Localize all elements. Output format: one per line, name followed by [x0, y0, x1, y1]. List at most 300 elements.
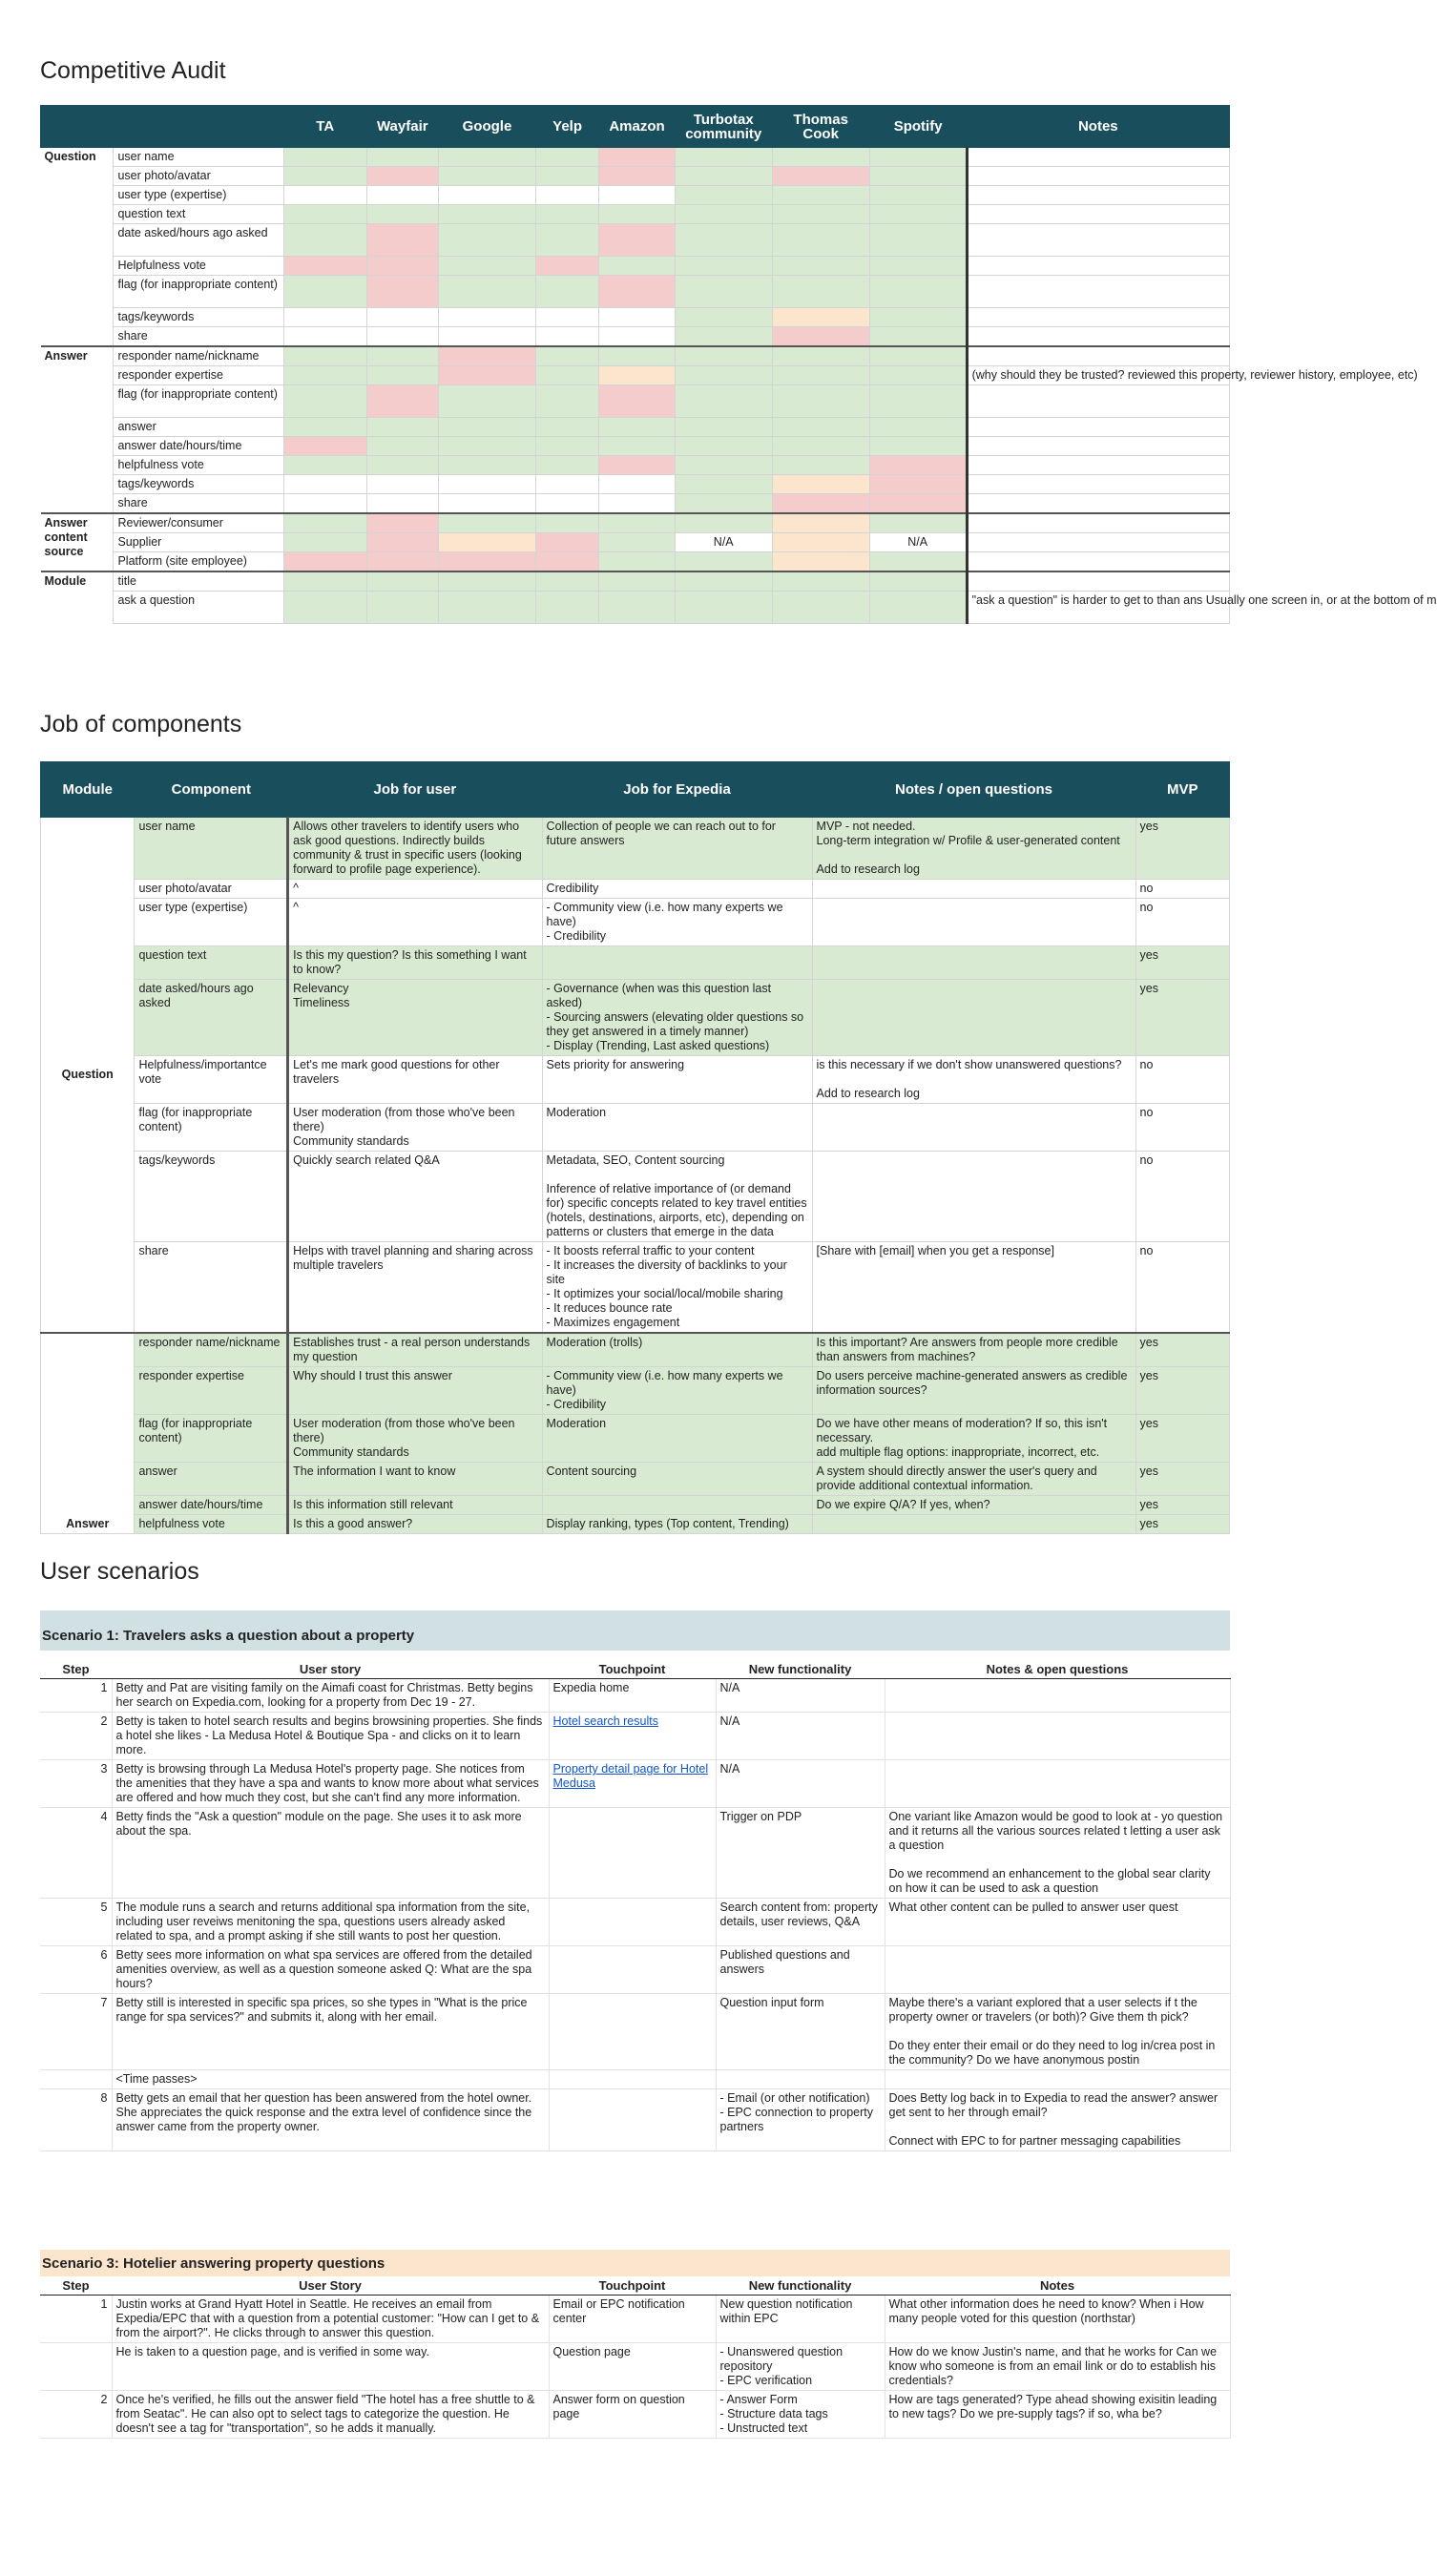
audit-row-item: responder name/nickname [114, 346, 283, 366]
audit-cell [675, 205, 772, 224]
jobs-cell-c: flag (for inappropriate content) [135, 1415, 288, 1463]
jobs-column-header: Job for Expedia [542, 762, 812, 818]
audit-row [41, 437, 1230, 456]
audit-cell [366, 418, 438, 437]
audit-cell [675, 308, 772, 327]
jobs-cell-c: responder name/nickname [135, 1333, 288, 1367]
audit-cell [283, 456, 366, 475]
jobs-cell-n [812, 1104, 1135, 1152]
audit-cell [772, 513, 869, 533]
s1-row [40, 1946, 1230, 1994]
audit-cell [366, 257, 438, 276]
new-functionality: - Answer Form - Structure data tags - Unstructed text [716, 2391, 885, 2439]
audit-cell [772, 224, 869, 257]
jobs-cell-u: Is this a good answer? [288, 1515, 542, 1534]
audit-cell [869, 366, 967, 385]
user-story: Once he's verified, he fills out the answer field "The hotel has a free shuttle to & from Seatac". He can also opt to select tags to categorize the question. He doesn't see a tag for "transportation", so he adds it manually. [112, 2391, 549, 2439]
audit-cell [869, 276, 967, 308]
jobs-column-header: Module [41, 762, 135, 818]
jobs-cell-u: User moderation (from those who've been there) Community standards [288, 1415, 542, 1463]
audit-row-item: user type (expertise) [114, 186, 283, 205]
audit-cell [283, 418, 366, 437]
audit-cell [772, 308, 869, 327]
jobs-cell-e [542, 1496, 812, 1515]
jobs-cell-m: no [1135, 1152, 1230, 1242]
audit-cell [772, 257, 869, 276]
audit-cell [283, 437, 366, 456]
s1-row [40, 1808, 1230, 1899]
audit-cell [366, 327, 438, 347]
audit-cell: N/A [869, 533, 967, 552]
audit-row-item: responder expertise [114, 366, 283, 385]
s3-column-header: Step [40, 2276, 112, 2296]
audit-cell [599, 592, 676, 624]
audit-cell [772, 327, 869, 347]
audit-cell [869, 552, 967, 572]
jobs-column-header: Job for user [288, 762, 542, 818]
user-story: Betty is taken to hotel search results and begins browsining properties. She finds a hotel she likes - La Medusa Hotel & Boutique Spa - and clicks on it to learn more. [112, 1713, 549, 1760]
audit-cell [535, 148, 598, 167]
jobs-cell-u: Establishes trust - a real person understands my question [288, 1333, 542, 1367]
jobs-cell-m: yes [1135, 1496, 1230, 1515]
jobs-cell-e: - Community view (i.e. how many experts we have) - Credibility [542, 1367, 812, 1415]
new-functionality: New question notification within EPC [716, 2296, 885, 2343]
new-functionality: Trigger on PDP [716, 1808, 885, 1899]
audit-cell [675, 513, 772, 533]
audit-cell [366, 224, 438, 257]
audit-cell [283, 571, 366, 592]
audit-cell [366, 346, 438, 366]
step-number: 7 [40, 1994, 112, 2070]
audit-row [41, 571, 1230, 592]
jobs-cell-n: Is this important? Are answers from people more credible than answers from machines? [812, 1333, 1135, 1367]
jobs-cell-n: Do we expire Q/A? If yes, when? [812, 1496, 1135, 1515]
jobs-table [40, 761, 1230, 1534]
jobs-row [41, 899, 1230, 946]
step-number: 1 [40, 1679, 112, 1713]
audit-cell [283, 592, 366, 624]
audit-cell [599, 552, 676, 572]
audit-note: "ask a question" is harder to get to than ans Usually one screen in, or at the bottom of m [967, 592, 1229, 624]
audit-row [41, 257, 1230, 276]
audit-cell [535, 308, 598, 327]
scenario-notes [885, 1713, 1230, 1760]
audit-header-row [41, 106, 1230, 148]
audit-cell [535, 437, 598, 456]
jobs-cell-c: helpfulness vote [135, 1515, 288, 1534]
audit-cell [283, 552, 366, 572]
jobs-row [41, 1104, 1230, 1152]
audit-cell [869, 186, 967, 205]
scenario-1-title: Scenario 1: Travelers asks a question about a property [40, 1610, 1230, 1651]
audit-cell [599, 148, 676, 167]
audit-note [967, 385, 1229, 418]
audit-cell [869, 513, 967, 533]
audit-cell [535, 186, 598, 205]
step-number: 2 [40, 1713, 112, 1760]
s1-column-header: Step [40, 1660, 112, 1679]
s1-row [40, 1679, 1230, 1713]
audit-cell [869, 205, 967, 224]
scenario-1-header-row [40, 1660, 1230, 1679]
jobs-cell-e [542, 946, 812, 980]
jobs-cell-n [812, 946, 1135, 980]
jobs-column-header: Notes / open questions [812, 762, 1135, 818]
audit-cell [869, 308, 967, 327]
s3-row [40, 2296, 1230, 2343]
jobs-cell-e: - It boosts referral traffic to your content - It increases the diversity of backlinks to your site - It optimizes your social/local/mobile sharing - It reduces bounce rate - Maximizes engagement [542, 1242, 812, 1334]
audit-note [967, 571, 1229, 592]
audit-note [967, 257, 1229, 276]
audit-cell [869, 592, 967, 624]
jobs-cell-e: Credibility [542, 880, 812, 899]
user-story: He is taken to a question page, and is verified in some way. [112, 2343, 549, 2391]
audit-note [967, 456, 1229, 475]
scenario-notes: What other content can be pulled to answer user quest [885, 1899, 1230, 1946]
audit-row [41, 418, 1230, 437]
audit-cell [675, 327, 772, 347]
audit-cell [599, 257, 676, 276]
audit-row [41, 456, 1230, 475]
audit-cell [535, 475, 598, 494]
audit-note: (why should they be trusted? reviewed this property, reviewer history, employee, etc) [967, 366, 1229, 385]
touchpoint [549, 1808, 716, 1899]
audit-cell [439, 205, 536, 224]
jobs-cell-m: no [1135, 1242, 1230, 1334]
scenario-notes [885, 1760, 1230, 1808]
touchpoint [549, 2089, 716, 2151]
audit-cell [869, 167, 967, 186]
user-story: The module runs a search and returns additional spa information from the site, including user reveiws menitoning the spa, questions users already asked related to spa, and a prompt asking if she still wants to post her question. [112, 1899, 549, 1946]
s3-column-header: New functionality [716, 2276, 885, 2296]
audit-cell [535, 346, 598, 366]
audit-cell [599, 494, 676, 514]
audit-cell [366, 437, 438, 456]
new-functionality: - Unanswered question repository - EPC verification [716, 2343, 885, 2391]
jobs-cell-n: Do we have other means of moderation? If so, this isn't necessary. add multiple flag options: inappropriate, incorrect, etc. [812, 1415, 1135, 1463]
audit-cell [772, 346, 869, 366]
audit-row [41, 308, 1230, 327]
jobs-header-row [41, 762, 1230, 818]
audit-cell [439, 224, 536, 257]
audit-cell [599, 308, 676, 327]
touchpoint-link[interactable]: Hotel search results [552, 1714, 658, 1728]
s3-column-header: Touchpoint [549, 2276, 716, 2296]
new-functionality: N/A [716, 1760, 885, 1808]
audit-cell [439, 475, 536, 494]
jobs-cell-u: ^ [288, 899, 542, 946]
jobs-module-answer: Answer [41, 1333, 135, 1534]
jobs-row [41, 1333, 1230, 1367]
audit-cell [772, 437, 869, 456]
audit-cell [535, 571, 598, 592]
audit-note [967, 224, 1229, 257]
audit-cell [283, 167, 366, 186]
audit-cell [366, 167, 438, 186]
jobs-row [41, 1152, 1230, 1242]
new-functionality: N/A [716, 1679, 885, 1713]
jobs-cell-c: user name [135, 818, 288, 880]
audit-note [967, 276, 1229, 308]
audit-cell [675, 475, 772, 494]
user-story: Betty finds the "Ask a question" module on the page. She uses it to ask more about the spa. [112, 1808, 549, 1899]
audit-cell [366, 456, 438, 475]
audit-cell [535, 552, 598, 572]
audit-cell [439, 308, 536, 327]
scenario-notes: One variant like Amazon would be good to look at - yo question and it returns all the various sources related t letting a user ask a question Do we recommend an enhancement to the global sear clarity on how it can be used to ask a question [885, 1808, 1230, 1899]
audit-cell [439, 437, 536, 456]
audit-row [41, 366, 1230, 385]
audit-row-item: flag (for inappropriate content) [114, 276, 283, 308]
jobs-cell-n: [Share with [email] when you get a response] [812, 1242, 1135, 1334]
audit-row [41, 385, 1230, 418]
audit-row [41, 276, 1230, 308]
jobs-cell-e: Display ranking, types (Top content, Trending) [542, 1515, 812, 1534]
jobs-cell-m: yes [1135, 818, 1230, 880]
audit-cell [439, 148, 536, 167]
audit-cell [439, 186, 536, 205]
jobs-cell-u: Is this information still relevant [288, 1496, 542, 1515]
audit-cell [535, 494, 598, 514]
audit-cell [869, 494, 967, 514]
audit-note [967, 205, 1229, 224]
audit-cell [283, 276, 366, 308]
audit-cell [439, 552, 536, 572]
audit-cell [439, 533, 536, 552]
audit-cell [535, 366, 598, 385]
audit-column-header: Thomas Cook [772, 106, 869, 148]
audit-row-item: answer date/hours/time [114, 437, 283, 456]
s1-column-header: Touchpoint [549, 1660, 716, 1679]
audit-cell [772, 205, 869, 224]
jobs-cell-u: Allows other travelers to identify users who ask good questions. Indirectly builds community & trust in specific users (looking forward to profile page experience). [288, 818, 542, 880]
jobs-cell-u: Quickly search related Q&A [288, 1152, 542, 1242]
jobs-cell-e: Content sourcing [542, 1463, 812, 1496]
s1-row [40, 2070, 1230, 2089]
scenario-notes [885, 1946, 1230, 1994]
touchpoint [549, 2070, 716, 2089]
audit-cell [535, 276, 598, 308]
audit-cell [772, 186, 869, 205]
audit-cell [599, 456, 676, 475]
audit-group-label: Module [41, 571, 114, 624]
jobs-cell-m: yes [1135, 980, 1230, 1056]
audit-cell [439, 346, 536, 366]
audit-cell [772, 592, 869, 624]
audit-cell [366, 571, 438, 592]
touchpoint [549, 1899, 716, 1946]
audit-row [41, 205, 1230, 224]
touchpoint: Answer form on question page [549, 2391, 716, 2439]
scenario-notes [885, 1679, 1230, 1713]
audit-row-item: date asked/hours ago asked [114, 224, 283, 257]
jobs-cell-c: responder expertise [135, 1367, 288, 1415]
jobs-cell-e: Moderation [542, 1415, 812, 1463]
audit-row-item: flag (for inappropriate content) [114, 385, 283, 418]
audit-row-item: title [114, 571, 283, 592]
audit-cell [772, 552, 869, 572]
s1-row [40, 1899, 1230, 1946]
audit-cell [439, 257, 536, 276]
audit-cell [283, 257, 366, 276]
jobs-cell-m: no [1135, 1056, 1230, 1104]
jobs-row [41, 1515, 1230, 1534]
audit-cell [869, 224, 967, 257]
jobs-cell-n [812, 899, 1135, 946]
audit-row-item: tags/keywords [114, 475, 283, 494]
s1-row [40, 2089, 1230, 2151]
audit-cell [599, 186, 676, 205]
audit-cell [599, 327, 676, 347]
audit-note [967, 552, 1229, 572]
step-number: 1 [40, 2296, 112, 2343]
audit-row-item: answer [114, 418, 283, 437]
audit-row [41, 346, 1230, 366]
audit-cell [283, 186, 366, 205]
audit-column-header: Google [439, 106, 536, 148]
jobs-cell-n: is this necessary if we don't show unanswered questions? Add to research log [812, 1056, 1135, 1104]
audit-row [41, 148, 1230, 167]
jobs-title: Job of components [40, 711, 242, 737]
audit-cell [439, 592, 536, 624]
audit-cell [869, 148, 967, 167]
jobs-cell-u: Relevancy Timeliness [288, 980, 542, 1056]
audit-cell [283, 366, 366, 385]
audit-row [41, 513, 1230, 533]
audit-cell [772, 494, 869, 514]
s1-row [40, 1994, 1230, 2070]
audit-header-blank [114, 106, 283, 148]
jobs-cell-u: Why should I trust this answer [288, 1367, 542, 1415]
touchpoint-link[interactable]: Property detail page for Hotel Medusa [552, 1762, 709, 1790]
jobs-cell-m: yes [1135, 1515, 1230, 1534]
audit-cell [535, 533, 598, 552]
audit-cell [366, 385, 438, 418]
audit-cell [675, 418, 772, 437]
audit-cell [535, 418, 598, 437]
audit-cell [675, 366, 772, 385]
scenario-notes: Maybe there's a variant explored that a user selects if t the property owner or travelers (or both)? Give them th pick? Do they enter their email or do they need to log in/crea post in the community? Do we have anonymous postin [885, 1994, 1230, 2070]
audit-cell [772, 276, 869, 308]
audit-cell [439, 276, 536, 308]
step-number: 3 [40, 1760, 112, 1808]
scenarios-title: User scenarios [40, 1558, 199, 1585]
jobs-row [41, 1367, 1230, 1415]
scenario-3-table [40, 2276, 1231, 2439]
audit-column-header: Spotify [869, 106, 967, 148]
s3-column-header: User Story [112, 2276, 549, 2296]
touchpoint [549, 1713, 716, 1760]
audit-cell [772, 385, 869, 418]
jobs-row [41, 1496, 1230, 1515]
audit-cell [675, 276, 772, 308]
jobs-column-header: MVP [1135, 762, 1230, 818]
s1-row [40, 1713, 1230, 1760]
audit-cell [772, 366, 869, 385]
audit-cell [599, 276, 676, 308]
step-number [40, 2070, 112, 2089]
audit-note [967, 308, 1229, 327]
audit-note [967, 346, 1229, 366]
audit-cell [675, 494, 772, 514]
audit-cell [772, 167, 869, 186]
jobs-cell-u: Let's me mark good questions for other travelers [288, 1056, 542, 1104]
audit-cell [772, 475, 869, 494]
user-story: Betty and Pat are visiting family on the Aimafi coast for Christmas. Betty begins her search on Expedia.com, looking for a property from Dec 19 - 27. [112, 1679, 549, 1713]
jobs-cell-c: tags/keywords [135, 1152, 288, 1242]
audit-cell [366, 552, 438, 572]
touchpoint: Expedia home [549, 1679, 716, 1713]
audit-cell [599, 571, 676, 592]
user-story: Betty still is interested in specific spa prices, so she types in "What is the price range for spa services?" and submits it, along with her email. [112, 1994, 549, 2070]
audit-cell [599, 418, 676, 437]
audit-cell [366, 308, 438, 327]
audit-cell [772, 571, 869, 592]
step-number: 4 [40, 1808, 112, 1899]
jobs-row [41, 1415, 1230, 1463]
jobs-cell-e: - Community view (i.e. how many experts we have) - Credibility [542, 899, 812, 946]
audit-row [41, 533, 1230, 552]
audit-cell [283, 385, 366, 418]
audit-note [967, 148, 1229, 167]
step-number: 5 [40, 1899, 112, 1946]
audit-cell [599, 437, 676, 456]
audit-cell [599, 205, 676, 224]
jobs-cell-n: Do users perceive machine-generated answers as credible information sources? [812, 1367, 1135, 1415]
audit-cell [366, 494, 438, 514]
audit-row [41, 167, 1230, 186]
jobs-cell-n: A system should directly answer the user's query and provide additional contextual information. [812, 1463, 1135, 1496]
jobs-cell-c: question text [135, 946, 288, 980]
jobs-cell-n [812, 1152, 1135, 1242]
touchpoint [549, 1946, 716, 1994]
audit-row-item: user name [114, 148, 283, 167]
jobs-cell-m: yes [1135, 1333, 1230, 1367]
audit-row-item: Reviewer/consumer [114, 513, 283, 533]
audit-cell [535, 592, 598, 624]
audit-column-header: Amazon [599, 106, 676, 148]
s3-column-header: Notes [885, 2276, 1230, 2296]
audit-cell [535, 167, 598, 186]
audit-cell [283, 224, 366, 257]
audit-column-header: Yelp [535, 106, 598, 148]
jobs-cell-c: answer [135, 1463, 288, 1496]
s3-row [40, 2391, 1230, 2439]
scenario-notes: Does Betty log back in to Expedia to read the answer? answer get sent to her through email? Connect with EPC to for partner messaging capabilities [885, 2089, 1230, 2151]
jobs-cell-c: flag (for inappropriate content) [135, 1104, 288, 1152]
audit-cell [675, 456, 772, 475]
audit-row-item: tags/keywords [114, 308, 283, 327]
jobs-cell-u: Is this my question? Is this something I want to know? [288, 946, 542, 980]
audit-row-item: user photo/avatar [114, 167, 283, 186]
audit-cell [772, 533, 869, 552]
audit-cell [675, 437, 772, 456]
audit-row-item: Platform (site employee) [114, 552, 283, 572]
audit-cell [869, 456, 967, 475]
jobs-cell-e: Moderation [542, 1104, 812, 1152]
audit-title: Competitive Audit [40, 57, 226, 84]
audit-cell [599, 366, 676, 385]
audit-row-item: Helpfulness vote [114, 257, 283, 276]
audit-cell [599, 224, 676, 257]
scenario-3-header-row [40, 2276, 1230, 2296]
audit-cell [439, 513, 536, 533]
audit-cell [366, 513, 438, 533]
jobs-cell-m: yes [1135, 1367, 1230, 1415]
audit-cell [283, 327, 366, 347]
jobs-row [41, 880, 1230, 899]
jobs-cell-u: Helps with travel planning and sharing across multiple travelers [288, 1242, 542, 1334]
